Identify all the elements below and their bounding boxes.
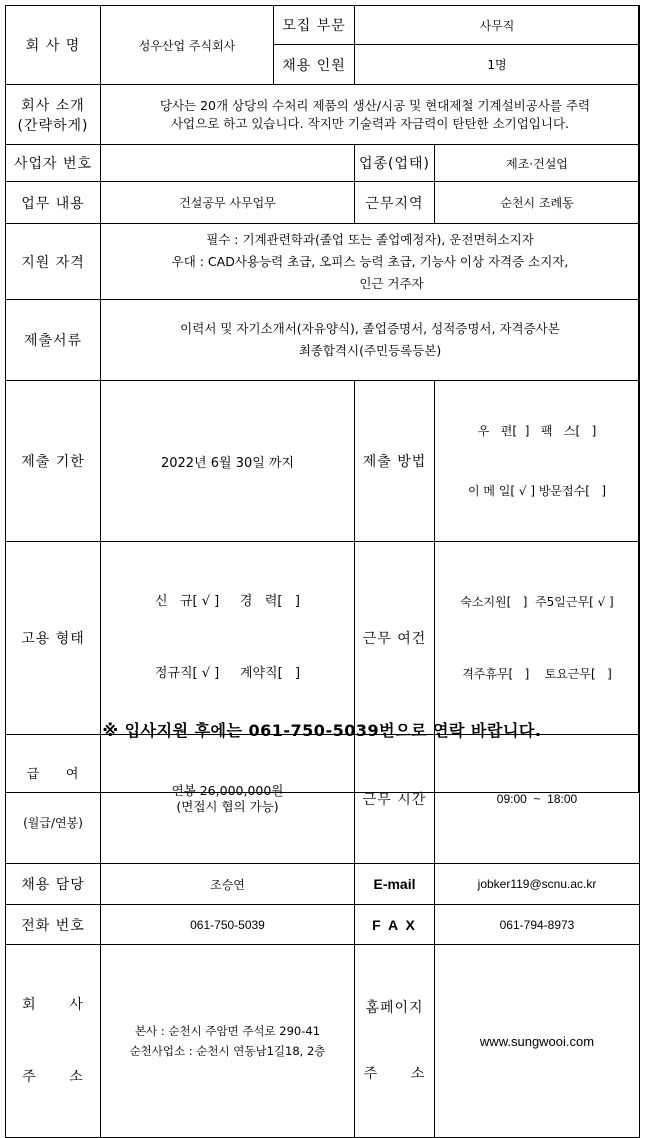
documents-text: [101, 300, 640, 381]
manager-label: 채용 담당: [6, 864, 101, 905]
intro-text-line2: 사업으로 하고 있습니다. 작지만 기술력과 자금력이 탄탄한 소기업입니다.: [170, 115, 569, 131]
duty-label: 업무 내용: [6, 182, 101, 224]
address-label-line1: 회 사: [22, 997, 84, 1013]
pay-label-line2: (월급/연봉): [23, 816, 83, 830]
pay-label-line1: 급 여: [26, 767, 80, 782]
employment-type-line1: 신 규[ √ ] 경 력[ ]: [155, 594, 300, 609]
industry-label: 업종(업태): [355, 145, 435, 182]
documents-line2: 최종합격시(주민등록등본): [298, 343, 442, 358]
employment-type-label: 고용 형태: [6, 542, 101, 735]
industry-value: 제조·건설업: [435, 145, 640, 182]
intro-text: [101, 85, 640, 145]
deadline-label: 제출 기한: [6, 381, 101, 542]
qualification-preferred: 우대 : CAD사용능력 초급, 오피스 능력 초급, 기능사 이상 자격증 소지자,: [171, 253, 569, 269]
qualification-preferred-cont: 인근 거주자: [359, 275, 424, 291]
company-name-label: 회 사 명: [6, 6, 101, 85]
homepage-label-line1: 홈페이지: [365, 1000, 424, 1016]
qualification-required: 필수 : 기계관련학과(졸업 또는 졸업예정자), 운전면허소지자: [206, 231, 534, 247]
hours-label: 근무 시간: [355, 735, 435, 864]
intro-label: [6, 85, 101, 145]
employment-type-line2: 정규직[ √ ] 계약직[ ]: [154, 666, 301, 681]
conditions-label: 근무 여건: [355, 542, 435, 735]
method-label: 제출 방법: [355, 381, 435, 542]
headcount-label: 채용 인원: [274, 45, 355, 85]
duty-value: 건설공무 사무업무: [101, 182, 355, 224]
phone-label: 전화 번호: [6, 905, 101, 945]
location-label: 근무지역: [355, 182, 435, 224]
job-posting-table: [5, 5, 640, 1138]
address-label: [6, 945, 101, 1138]
homepage-label: [355, 945, 435, 1138]
business-reg-label: 사업자 번호: [6, 145, 101, 182]
pay-value-line1: 연봉 26,000,000원: [171, 783, 284, 798]
employment-type-options: [101, 542, 355, 735]
deadline-value: 2022년 6월 30일 까지: [101, 381, 355, 542]
qualification-label: 지원 자격: [6, 224, 101, 300]
email-value[interactable]: jobker119@scnu.ac.kr: [435, 864, 640, 905]
conditions-options: [435, 542, 640, 735]
fax-value: 061-794-8973: [435, 905, 640, 945]
intro-label-line1: 회사 소개: [21, 97, 85, 114]
email-label: E-mail: [355, 864, 435, 905]
dept-value: 사무직: [355, 6, 640, 45]
method-options: [435, 381, 640, 542]
pay-value-line2: (면접시 협의 가능): [176, 799, 279, 814]
pay-label: [6, 735, 101, 864]
headcount-value: 1명: [355, 45, 640, 85]
company-name-value: 성우산업 주식회사: [101, 6, 274, 85]
intro-label-line2: (간략하게): [17, 117, 89, 134]
location-value: 순천시 조례동: [435, 182, 640, 224]
conditions-line1: 숙소지원[ ] 주5일근무[ √ ]: [460, 595, 614, 609]
documents-line1: 이력서 및 자기소개서(자유양식), 졸업증명서, 성적증명서, 자격증사본: [180, 321, 560, 336]
documents-label: 제출서류: [6, 300, 101, 381]
method-options-line2: 이 메 일[ √ ] 방문접수[ ]: [467, 484, 607, 498]
qualification-text: [101, 224, 640, 300]
address-label-line2: 주 소: [22, 1069, 84, 1085]
intro-text-line1: 당사는 20개 상당의 수처리 제품의 생산/시공 및 현대제철 기계설비공사를 주력: [159, 97, 591, 113]
dept-label: 모집 부문: [274, 6, 355, 45]
pay-value: [101, 735, 355, 864]
hours-value: 09:00 ~ 18:00: [435, 735, 640, 864]
homepage-label-line2: 주 소: [363, 1066, 426, 1082]
address-head-office: 본사 : 순천시 주암면 주석로 290-41: [134, 1024, 321, 1038]
business-reg-value: [101, 145, 355, 182]
conditions-line2: 격주휴무[ ] 토요근무[ ]: [462, 667, 612, 681]
phone-value: 061-750-5039: [101, 905, 355, 945]
homepage-value[interactable]: www.sungwooi.com: [435, 945, 640, 1138]
address-value: [101, 945, 355, 1138]
method-options-line1: 우 편[ ] 팩 스[ ]: [477, 424, 597, 438]
manager-value: 조승연: [101, 864, 355, 905]
address-branch-office: 순천사업소 : 순천시 연동남1길18, 2층: [129, 1044, 326, 1058]
contact-notice: ※ 입사지원 후에는 061-750-5039번으로 연락 바랍니다.: [102, 721, 542, 740]
fax-label: F A X: [355, 905, 435, 945]
